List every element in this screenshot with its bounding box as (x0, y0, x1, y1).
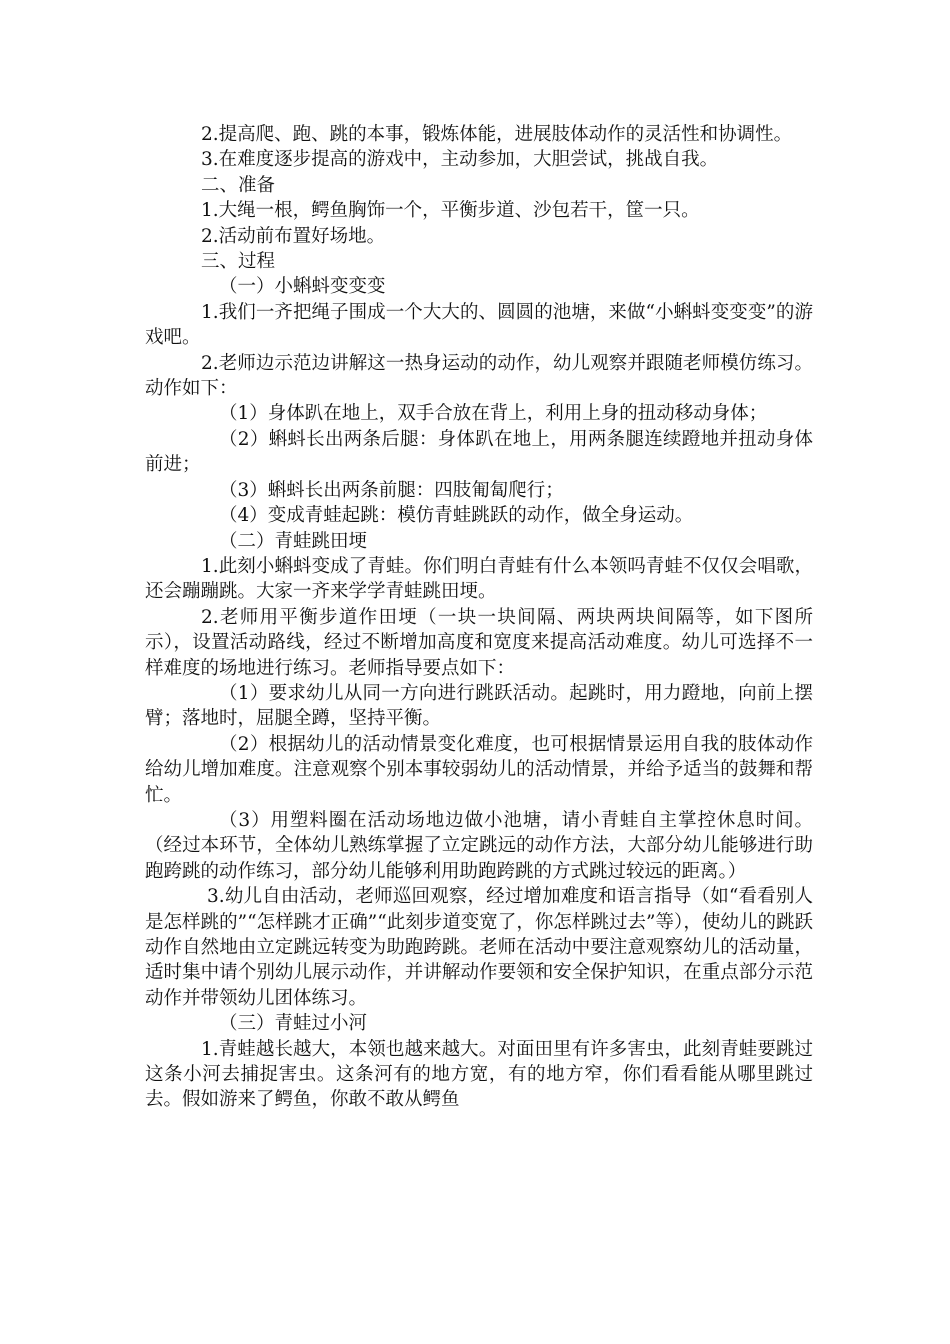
list-item-action-2: （2）蝌蚪长出两条后腿：身体趴在地上，用两条腿连续蹬地并扭动身体前进； (145, 428, 813, 476)
paragraph-river-1: 1.青蛙越长越大，本领也越来越大。对面田里有许多害虫，此刻青蛙要跳过这条小河去捕捉害虫。这条河有的地方宽，有的地方窄，你们看看能从哪里跳过去。假如游来了鳄鱼，你敢不敢从鳄鱼 (145, 1038, 813, 1111)
subheading-tadpole: （一）小蝌蚪变变变 (219, 276, 386, 298)
list-item-action-3: （3）蝌蚪长出两条前腿：四肢匍匐爬行； (219, 479, 564, 501)
paragraph-goal-3: 3.在难度逐步提高的游戏中，主动参加，大胆尝试，挑战自我。 (201, 149, 719, 171)
list-item-guidance-3: （3）用塑料圈在活动场地边做小池塘，请小青蛙自主掌控休息时间。（经过本环节，全体幼儿熟练掌握了立定跳远的动作方法，大部分幼儿能够进行助跑跨跳的动作练习，部分幼儿能够利用助跑跨跳的方式跳过较远的距离。） (145, 809, 813, 882)
list-item-action-1: （1）身体趴在地上，双手合放在背上，利用上身的扭动移动身体； (219, 403, 768, 425)
paragraph-prep-2: 2.活动前布置好场地。 (201, 225, 386, 247)
subheading-frog-ridge: （二）青蛙跳田埂 (219, 530, 368, 552)
list-item-guidance-1: （1）要求幼儿从同一方向进行跳跃活动。起跳时，用力蹬地，向前上摆臂；落地时，屈腿全蹲，坚持平衡。 (145, 682, 813, 730)
subheading-frog-river: （三）青蛙过小河 (219, 1013, 368, 1035)
paragraph-goal-2: 2.提高爬、跑、跳的本事，锻炼体能，进展肢体动作的灵活性和协调性。 (201, 124, 793, 145)
list-item-guidance-2: （2）根据幼儿的活动情景变化难度，也可根据情景运用自我的肢体动作给幼儿增加难度。注意观察个别本事较弱幼儿的活动情景，并给予适当的鼓舞和帮忙。 (145, 733, 813, 806)
paragraph-prep-1: 1.大绳一根，鳄鱼胸饰一个，平衡步道、沙包若干，筐一只。 (201, 200, 700, 222)
section-heading-process: 三、过程 (201, 251, 276, 273)
paragraph-tadpole-2: 2.老师边示范边讲解这一热身运动的动作，幼儿观察并跟随老师模仿练习。动作如下： (145, 352, 813, 400)
section-heading-preparation: 二、准备 (201, 174, 276, 196)
paragraph-frog-1: 1.此刻小蝌蚪变成了青蛙。你们明白青蛙有什么本领吗青蛙不仅仅会唱歌，还会蹦蹦跳。大家一齐来学学青蛙跳田埂。 (145, 555, 813, 603)
paragraph-tadpole-1: 1.我们一齐把绳子围成一个大大的、圆圆的池塘，来做“小蝌蚪变变变”的游戏吧。 (145, 301, 813, 349)
list-item-action-4: （4）变成青蛙起跳：模仿青蛙跳跃的动作，做全身运动。 (219, 505, 694, 527)
paragraph-frog-2: 2.老师用平衡步道作田埂（一块一块间隔、两块两块间隔等，如下图所示），设置活动路线，经过不断增加高度和宽度来提高活动难度。幼儿可选择不一样难度的场地进行练习。老师指导要点如下： (145, 606, 813, 679)
document-body (145, 122, 813, 1113)
paragraph-frog-3: 3.幼儿自由活动，老师巡回观察，经过增加难度和语言指导（如“看看别人是怎样跳的”“怎样跳才正确”“此刻步道变宽了，你怎样跳过去”等），使幼儿的跳跃动作自然地由立定跳远转变为助跑跨跳。老师在活动中要注意观察幼儿的活动量，适时集中请个别幼儿展示动作，并讲解动作要领和安全保护知识，在重点部分示范动作并带领幼儿团体练习。 (145, 886, 813, 1009)
